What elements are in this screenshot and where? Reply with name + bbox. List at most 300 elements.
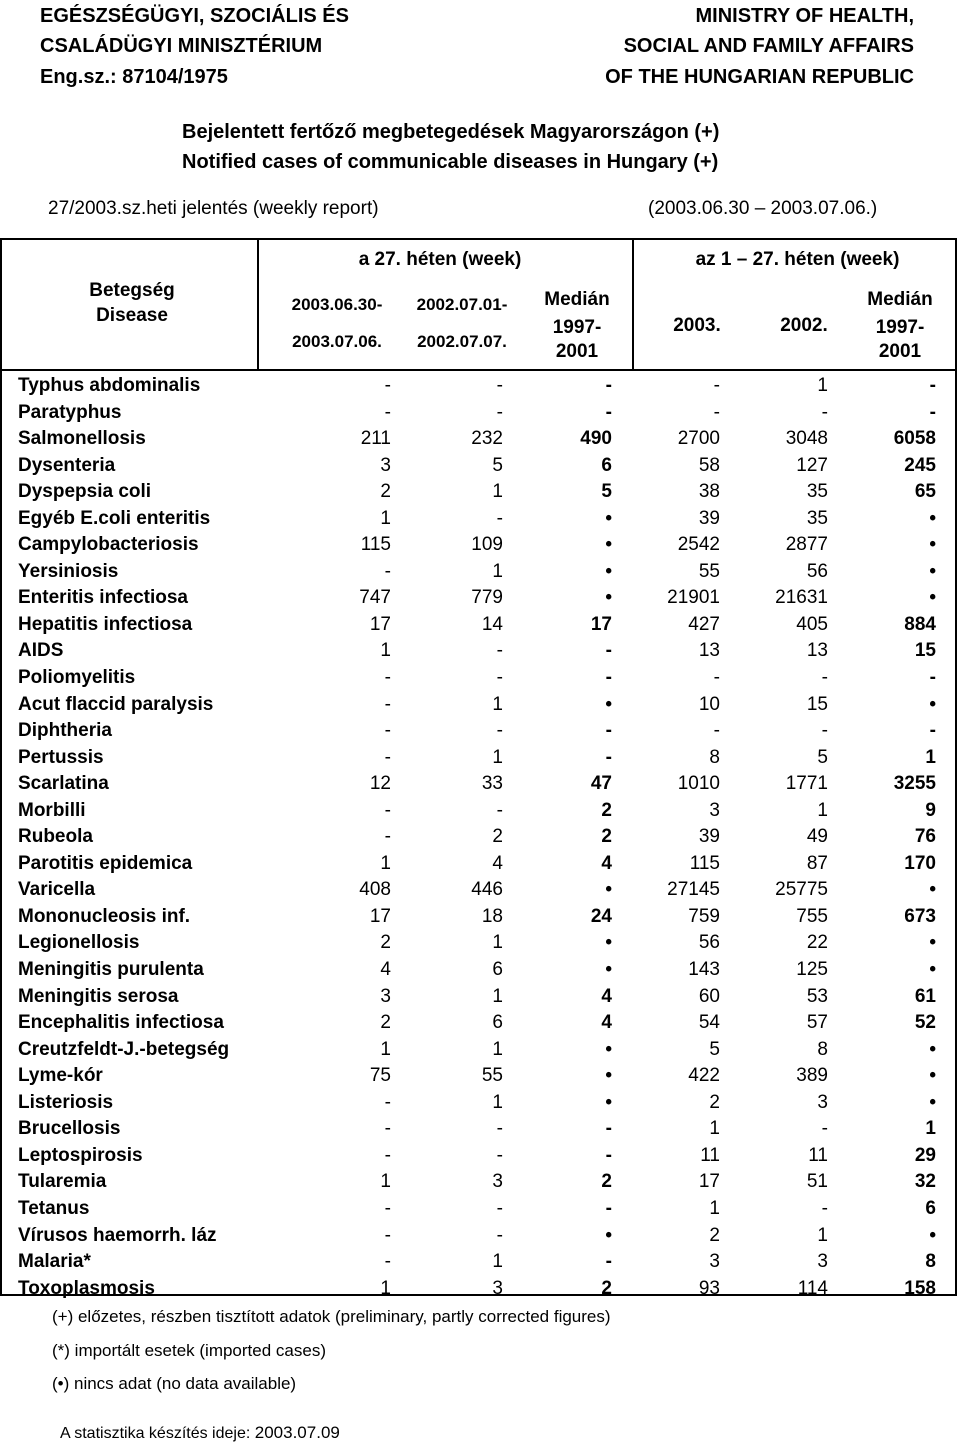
cell-c2003: 1010 bbox=[677, 773, 720, 795]
cell-c2003: 1 bbox=[709, 1197, 720, 1219]
cell-cmed: • bbox=[929, 932, 936, 954]
cell-cmed: 6058 bbox=[893, 428, 936, 450]
report-title-hu: Bejelentett fertőző megbetegedések Magyarországon (+) bbox=[182, 121, 720, 143]
cell-cmed: • bbox=[929, 1065, 936, 1087]
cell-w2003: 747 bbox=[359, 587, 391, 609]
table-body bbox=[2, 373, 955, 1302]
table-row bbox=[2, 930, 955, 957]
cell-wmed: - bbox=[605, 720, 612, 742]
cell-c2003: 55 bbox=[698, 560, 720, 582]
cell-c2003: 39 bbox=[698, 826, 720, 848]
cell-w2003: - bbox=[384, 560, 391, 582]
cell-cmed: • bbox=[929, 879, 936, 901]
cell-cmed: 29 bbox=[914, 1144, 936, 1166]
table-row bbox=[2, 745, 955, 772]
cell-c2003: 2 bbox=[709, 1091, 720, 1113]
cell-w2002: - bbox=[496, 375, 503, 396]
cell-w2003: 12 bbox=[369, 773, 391, 795]
cell-wmed: 24 bbox=[590, 905, 612, 927]
cell-c2002: 15 bbox=[806, 693, 828, 715]
table-row bbox=[2, 453, 955, 480]
cell-wmed: - bbox=[605, 667, 612, 689]
cell-cmed: 673 bbox=[904, 905, 936, 927]
cell-wmed: - bbox=[605, 640, 612, 662]
cell-wmed: 17 bbox=[590, 613, 612, 635]
cell-wmed: 2 bbox=[601, 1171, 612, 1193]
cell-c2003: 27145 bbox=[667, 879, 720, 901]
cell-w2002: - bbox=[496, 1224, 503, 1246]
table-row bbox=[2, 559, 955, 586]
col-cum-median-line2: 1997- bbox=[875, 317, 925, 338]
table-row bbox=[2, 1090, 955, 1117]
cell-wmed: - bbox=[605, 401, 612, 423]
cell-c2002: 755 bbox=[796, 905, 828, 927]
cell-w2002: - bbox=[496, 1118, 503, 1140]
cell-c2003: - bbox=[713, 667, 720, 689]
col-cum-median-line3: 2001 bbox=[878, 341, 922, 362]
cell-c2002: 35 bbox=[806, 481, 828, 503]
col-cum-2003: 2003. bbox=[673, 315, 721, 336]
disease-name: Morbilli bbox=[18, 799, 86, 821]
table-row bbox=[2, 612, 955, 639]
cell-wmed: • bbox=[605, 534, 612, 556]
ministry-name-en-line1: MINISTRY OF HEALTH, bbox=[695, 5, 914, 27]
col-week-median-line1: Medián bbox=[544, 289, 610, 310]
table-row bbox=[2, 877, 955, 904]
cell-cmed: 8 bbox=[925, 1251, 936, 1273]
table-row bbox=[2, 771, 955, 798]
cell-wmed: 6 bbox=[601, 454, 612, 476]
cell-cmed: 158 bbox=[904, 1277, 936, 1299]
disease-name: Vírusos haemorrh. láz bbox=[18, 1224, 217, 1246]
cell-c2002: 114 bbox=[797, 1277, 828, 1299]
cell-cmed: • bbox=[929, 507, 936, 529]
table-row bbox=[2, 400, 955, 427]
report-title-en: Notified cases of communicable diseases in Hungary (+) bbox=[182, 151, 719, 173]
cell-cmed: • bbox=[929, 587, 936, 609]
cell-c2003: 759 bbox=[688, 905, 720, 927]
disease-table bbox=[0, 238, 957, 1299]
cell-w2003: - bbox=[384, 1197, 391, 1219]
table-row bbox=[2, 851, 955, 878]
table-row bbox=[2, 1169, 955, 1196]
cell-cmed: • bbox=[929, 1091, 936, 1113]
ministry-name-hu-line2: CSALÁDÜGYI MINISZTÉRIUM bbox=[40, 35, 323, 57]
cell-cmed: 1 bbox=[925, 746, 936, 768]
cell-w2003: 2 bbox=[380, 932, 391, 954]
disease-name: Rubeola bbox=[18, 826, 93, 848]
cell-c2003: 93 bbox=[698, 1277, 720, 1299]
cell-c2003: 8 bbox=[709, 746, 720, 768]
ministry-name-en-line2: SOCIAL AND FAMILY AFFAIRS bbox=[623, 35, 914, 57]
cell-w2002: 1 bbox=[492, 481, 503, 503]
cell-c2003: - bbox=[713, 401, 720, 423]
weekly-report-label: 27/2003.sz.heti jelentés (weekly report) bbox=[48, 198, 379, 219]
footnote-preliminary: (+) előzetes, részben tisztított adatok (preliminary, partly corrected figures) bbox=[52, 1307, 611, 1326]
disease-name: Dysenteria bbox=[18, 454, 116, 476]
cell-c2002: 57 bbox=[806, 1012, 828, 1034]
cell-w2003: 1 bbox=[380, 1171, 391, 1193]
table-row bbox=[2, 585, 955, 612]
cell-c2002: 389 bbox=[796, 1065, 828, 1087]
cell-wmed: 4 bbox=[601, 852, 612, 874]
cell-cmed: 52 bbox=[914, 1012, 936, 1034]
cell-c2002: - bbox=[821, 401, 828, 423]
cell-cmed: 76 bbox=[914, 826, 936, 848]
table-row bbox=[2, 957, 955, 984]
cell-w2002: 779 bbox=[471, 587, 503, 609]
cell-c2002: 21631 bbox=[775, 587, 828, 609]
cell-w2003: 75 bbox=[369, 1065, 391, 1087]
cell-w2002: - bbox=[496, 640, 503, 662]
cell-w2003: 3 bbox=[380, 454, 391, 476]
cell-c2003: 5 bbox=[709, 1038, 720, 1060]
cell-c2003: 143 bbox=[688, 959, 720, 981]
table-row bbox=[2, 532, 955, 559]
cell-w2003: - bbox=[384, 1118, 391, 1140]
cell-w2003: - bbox=[384, 401, 391, 423]
cell-c2002: 87 bbox=[806, 852, 828, 874]
table-row bbox=[2, 1116, 955, 1143]
header-divider bbox=[257, 240, 259, 371]
cell-wmed: - bbox=[605, 746, 612, 768]
cell-c2002: 56 bbox=[806, 560, 828, 582]
cell-c2003: 2542 bbox=[677, 534, 720, 556]
cell-w2003: - bbox=[384, 746, 391, 768]
cell-w2002: - bbox=[496, 667, 503, 689]
cell-w2002: 55 bbox=[481, 1065, 503, 1087]
cell-wmed: - bbox=[605, 1251, 612, 1273]
disease-name: Pertussis bbox=[18, 746, 104, 768]
disease-name: Dyspepsia coli bbox=[18, 481, 152, 503]
cell-w2002: - bbox=[496, 1197, 503, 1219]
cell-c2002: 25775 bbox=[775, 879, 828, 901]
cell-w2002: 1 bbox=[492, 746, 503, 768]
disease-header-hu: Betegség bbox=[89, 280, 175, 301]
cell-w2003: 115 bbox=[360, 534, 391, 556]
table-row bbox=[2, 665, 955, 692]
cell-w2002: 2 bbox=[492, 826, 503, 848]
cell-w2003: - bbox=[384, 693, 391, 715]
cell-cmed: 15 bbox=[914, 640, 936, 662]
col-week-median-line3: 2001 bbox=[555, 341, 599, 362]
cell-cmed: 9 bbox=[925, 799, 936, 821]
col-week-2002-line2: 2002.07.07. bbox=[417, 332, 507, 351]
cell-c2003: 1 bbox=[709, 1118, 720, 1140]
disease-name: Mononucleosis inf. bbox=[18, 905, 191, 927]
disease-name: Diphtheria bbox=[18, 720, 112, 742]
cell-w2003: 17 bbox=[369, 905, 391, 927]
cell-cmed: • bbox=[929, 1224, 936, 1246]
cell-cmed: • bbox=[929, 959, 936, 981]
cell-c2003: 21901 bbox=[667, 587, 720, 609]
cell-w2003: - bbox=[384, 1224, 391, 1246]
cell-c2003: 11 bbox=[700, 1144, 720, 1166]
cell-c2002: 1771 bbox=[785, 773, 828, 795]
cell-w2002: 1 bbox=[492, 1091, 503, 1113]
group-week-header: a 27. héten (week) bbox=[358, 249, 522, 270]
cell-cmed: 170 bbox=[904, 852, 936, 874]
cell-w2002: 33 bbox=[481, 773, 503, 795]
disease-name: Creutzfeldt-J.-betegség bbox=[18, 1038, 230, 1060]
cell-w2002: - bbox=[496, 720, 503, 742]
cell-c2002: - bbox=[821, 667, 828, 689]
cell-cmed: - bbox=[929, 401, 936, 423]
table-row bbox=[2, 506, 955, 533]
report-period: (2003.06.30 – 2003.07.06.) bbox=[648, 198, 878, 219]
disease-name: Poliomyelitis bbox=[18, 667, 136, 689]
cell-wmed: 2 bbox=[601, 1277, 612, 1299]
disease-name: Egyéb E.coli enteritis bbox=[18, 507, 211, 529]
cell-cmed: 245 bbox=[904, 454, 936, 476]
disease-name: Salmonellosis bbox=[18, 428, 146, 450]
table-row bbox=[2, 638, 955, 665]
disease-name: Tetanus bbox=[18, 1197, 90, 1219]
cell-wmed: • bbox=[605, 587, 612, 609]
cell-w2003: - bbox=[384, 1144, 391, 1166]
col-cum-2002: 2002. bbox=[780, 315, 828, 336]
cell-c2003: - bbox=[713, 720, 720, 742]
table-row bbox=[2, 1143, 955, 1170]
cell-c2002: - bbox=[821, 720, 828, 742]
disease-name: Campylobacteriosis bbox=[18, 534, 199, 556]
cell-w2003: - bbox=[384, 375, 391, 396]
col-week-2003-line2: 2003.07.06. bbox=[292, 332, 382, 351]
table-row bbox=[2, 1223, 955, 1250]
cell-c2002: 127 bbox=[796, 454, 828, 476]
cell-w2003: 2 bbox=[380, 1012, 391, 1034]
cell-wmed: • bbox=[605, 1065, 612, 1087]
cell-cmed: 61 bbox=[914, 985, 936, 1007]
ministry-name-hu-line1: EGÉSZSÉGÜGYI, SZOCIÁLIS ÉS bbox=[40, 5, 349, 27]
cell-cmed: - bbox=[929, 720, 936, 742]
table-row bbox=[2, 692, 955, 719]
cell-wmed: • bbox=[605, 959, 612, 981]
cell-wmed: 5 bbox=[601, 481, 612, 503]
disease-name: Encephalitis infectiosa bbox=[18, 1012, 224, 1034]
cell-w2002: 109 bbox=[471, 534, 503, 556]
disease-name: Enteritis infectiosa bbox=[18, 587, 188, 609]
cell-c2003: 2700 bbox=[677, 428, 720, 450]
cell-cmed: • bbox=[929, 693, 936, 715]
cell-c2003: 58 bbox=[698, 454, 720, 476]
table-row bbox=[2, 824, 955, 851]
cell-w2002: 1 bbox=[492, 985, 503, 1007]
statistics-date: 2003.07.09 bbox=[254, 1423, 340, 1442]
cell-c2003: 3 bbox=[709, 799, 720, 821]
cell-w2003: 1 bbox=[380, 1038, 391, 1060]
cell-c2002: 405 bbox=[796, 613, 828, 635]
disease-name: Paratyphus bbox=[18, 401, 122, 423]
cell-cmed: 65 bbox=[914, 481, 936, 503]
cell-w2002: 1 bbox=[492, 932, 503, 954]
cell-c2002: 51 bbox=[806, 1171, 828, 1193]
cell-w2003: - bbox=[384, 667, 391, 689]
table-row bbox=[2, 798, 955, 825]
cell-w2003: 408 bbox=[359, 879, 391, 901]
cell-c2002: 8 bbox=[817, 1038, 828, 1060]
cell-c2003: 60 bbox=[698, 985, 720, 1007]
cell-c2003: 39 bbox=[698, 507, 720, 529]
header-divider bbox=[632, 240, 634, 371]
cell-wmed: • bbox=[605, 693, 612, 715]
cell-wmed: 4 bbox=[601, 985, 612, 1007]
cell-wmed: - bbox=[605, 1197, 612, 1219]
cell-c2003: 427 bbox=[688, 613, 720, 635]
header-rule bbox=[2, 369, 955, 371]
cell-w2003: - bbox=[384, 1251, 391, 1273]
cell-c2003: 2 bbox=[709, 1224, 720, 1246]
cell-c2002: 22 bbox=[806, 932, 828, 954]
cell-cmed: - bbox=[929, 667, 936, 689]
cell-w2003: 4 bbox=[380, 959, 391, 981]
cell-cmed: 32 bbox=[914, 1171, 936, 1193]
cell-w2002: 1 bbox=[492, 693, 503, 715]
disease-name: Yersiniosis bbox=[18, 560, 119, 582]
registration-number: Eng.sz.: 87104/1975 bbox=[40, 66, 228, 88]
cell-c2003: 13 bbox=[698, 640, 720, 662]
cell-c2002: 2877 bbox=[785, 534, 828, 556]
cell-wmed: • bbox=[605, 1224, 612, 1246]
cell-wmed: • bbox=[605, 560, 612, 582]
cell-w2002: 18 bbox=[481, 905, 503, 927]
cell-cmed: 1 bbox=[925, 1118, 936, 1140]
cell-c2002: - bbox=[821, 1118, 828, 1140]
cell-c2003: 54 bbox=[698, 1012, 720, 1034]
cell-c2003: - bbox=[713, 375, 720, 396]
cell-wmed: • bbox=[605, 507, 612, 529]
cell-cmed: 884 bbox=[904, 613, 936, 635]
footnote-no-data: (•) nincs adat (no data available) bbox=[52, 1374, 297, 1393]
col-cum-median-line1: Medián bbox=[867, 289, 933, 310]
disease-name: Meningitis purulenta bbox=[18, 959, 204, 981]
cell-c2002: 3048 bbox=[785, 428, 828, 450]
cell-w2003: - bbox=[384, 799, 391, 821]
cell-wmed: 4 bbox=[601, 1012, 612, 1034]
table-row bbox=[2, 904, 955, 931]
cell-c2003: 10 bbox=[698, 693, 720, 715]
table-row bbox=[2, 426, 955, 453]
cell-w2003: - bbox=[384, 826, 391, 848]
cell-wmed: - bbox=[605, 375, 612, 396]
cell-w2002: 5 bbox=[492, 454, 503, 476]
disease-name: Malaria* bbox=[18, 1251, 91, 1273]
disease-header-en: Disease bbox=[96, 305, 168, 326]
cell-wmed: • bbox=[605, 1091, 612, 1113]
disease-name: Brucellosis bbox=[18, 1118, 121, 1140]
cell-cmed: • bbox=[929, 1038, 936, 1060]
cell-wmed: 2 bbox=[601, 799, 612, 821]
cell-cmed: • bbox=[929, 560, 936, 582]
disease-name: Toxoplasmosis bbox=[18, 1277, 155, 1299]
cell-c2003: 115 bbox=[689, 852, 720, 874]
cell-w2003: 3 bbox=[380, 985, 391, 1007]
table-row bbox=[2, 1010, 955, 1037]
cell-wmed: - bbox=[605, 1144, 612, 1166]
disease-name: Acut flaccid paralysis bbox=[18, 693, 214, 715]
cell-c2002: 35 bbox=[806, 507, 828, 529]
disease-name: Listeriosis bbox=[18, 1091, 114, 1113]
cell-c2002: 1 bbox=[817, 799, 828, 821]
cell-w2002: 3 bbox=[492, 1171, 503, 1193]
cell-w2003: 1 bbox=[380, 507, 391, 529]
cell-w2002: 14 bbox=[481, 613, 503, 635]
table-row bbox=[2, 1196, 955, 1223]
disease-name: Tularemia bbox=[18, 1171, 107, 1193]
cell-c2002: 1 bbox=[817, 1224, 828, 1246]
table-row bbox=[2, 479, 955, 506]
cell-w2002: 6 bbox=[492, 1012, 503, 1034]
cell-wmed: 47 bbox=[590, 773, 612, 795]
table-row bbox=[2, 984, 955, 1011]
cell-cmed: - bbox=[929, 375, 936, 396]
cell-c2002: - bbox=[821, 1197, 828, 1219]
disease-name: Lyme-kór bbox=[18, 1065, 103, 1087]
disease-name: Parotitis epidemica bbox=[18, 852, 193, 874]
disease-name: Varicella bbox=[18, 879, 96, 901]
disease-name: Hepatitis infectiosa bbox=[18, 613, 193, 635]
cell-c2002: 5 bbox=[817, 746, 828, 768]
cell-wmed: • bbox=[605, 879, 612, 901]
cell-wmed: • bbox=[605, 932, 612, 954]
statistics-date-label: A statisztika készítés ideje: bbox=[60, 1425, 251, 1442]
cell-w2002: 232 bbox=[471, 428, 503, 450]
cell-c2002: 3 bbox=[817, 1091, 828, 1113]
cell-c2002: 13 bbox=[806, 640, 828, 662]
disease-name: Leptospirosis bbox=[18, 1144, 143, 1166]
cell-c2002: 3 bbox=[817, 1251, 828, 1273]
col-week-2003-line1: 2003.06.30- bbox=[291, 295, 383, 314]
cell-wmed: - bbox=[605, 1118, 612, 1140]
disease-name: Typhus abdominalis bbox=[18, 375, 201, 396]
disease-name: AIDS bbox=[18, 640, 64, 662]
cell-wmed: • bbox=[605, 1038, 612, 1060]
cell-w2002: - bbox=[496, 1144, 503, 1166]
table-row bbox=[2, 1063, 955, 1090]
cell-c2002: 125 bbox=[796, 959, 828, 981]
disease-name: Legionellosis bbox=[18, 932, 140, 954]
cell-c2002: 49 bbox=[806, 826, 828, 848]
cell-w2002: 6 bbox=[492, 959, 503, 981]
cell-w2002: 1 bbox=[492, 560, 503, 582]
cell-cmed: 6 bbox=[925, 1197, 936, 1219]
cell-wmed: 490 bbox=[580, 428, 612, 450]
cell-w2003: 211 bbox=[360, 428, 391, 450]
col-week-median-line2: 1997- bbox=[552, 317, 602, 338]
table-row bbox=[2, 1249, 955, 1276]
cell-w2003: 1 bbox=[380, 1277, 391, 1299]
cell-w2003: - bbox=[384, 720, 391, 742]
cell-c2003: 422 bbox=[688, 1065, 720, 1087]
cell-w2003: 2 bbox=[380, 481, 391, 503]
disease-name: Scarlatina bbox=[18, 773, 109, 795]
cell-w2002: 446 bbox=[471, 879, 503, 901]
cell-w2002: - bbox=[496, 799, 503, 821]
col-week-2002-line1: 2002.07.01- bbox=[416, 295, 508, 314]
disease-name: Meningitis serosa bbox=[18, 985, 179, 1007]
cell-w2002: 1 bbox=[492, 1251, 503, 1273]
cell-w2002: - bbox=[496, 401, 503, 423]
table-row bbox=[2, 718, 955, 745]
cell-w2003: - bbox=[384, 1091, 391, 1113]
cell-w2003: 1 bbox=[380, 640, 391, 662]
group-cumulative-header: az 1 – 27. héten (week) bbox=[695, 249, 900, 270]
cell-c2002: 11 bbox=[808, 1144, 828, 1166]
footnote-imported: (*) importált esetek (imported cases) bbox=[52, 1341, 326, 1360]
ministry-name-en-line3: OF THE HUNGARIAN REPUBLIC bbox=[605, 66, 914, 88]
cell-w2003: 1 bbox=[380, 852, 391, 874]
cell-c2003: 56 bbox=[698, 932, 720, 954]
